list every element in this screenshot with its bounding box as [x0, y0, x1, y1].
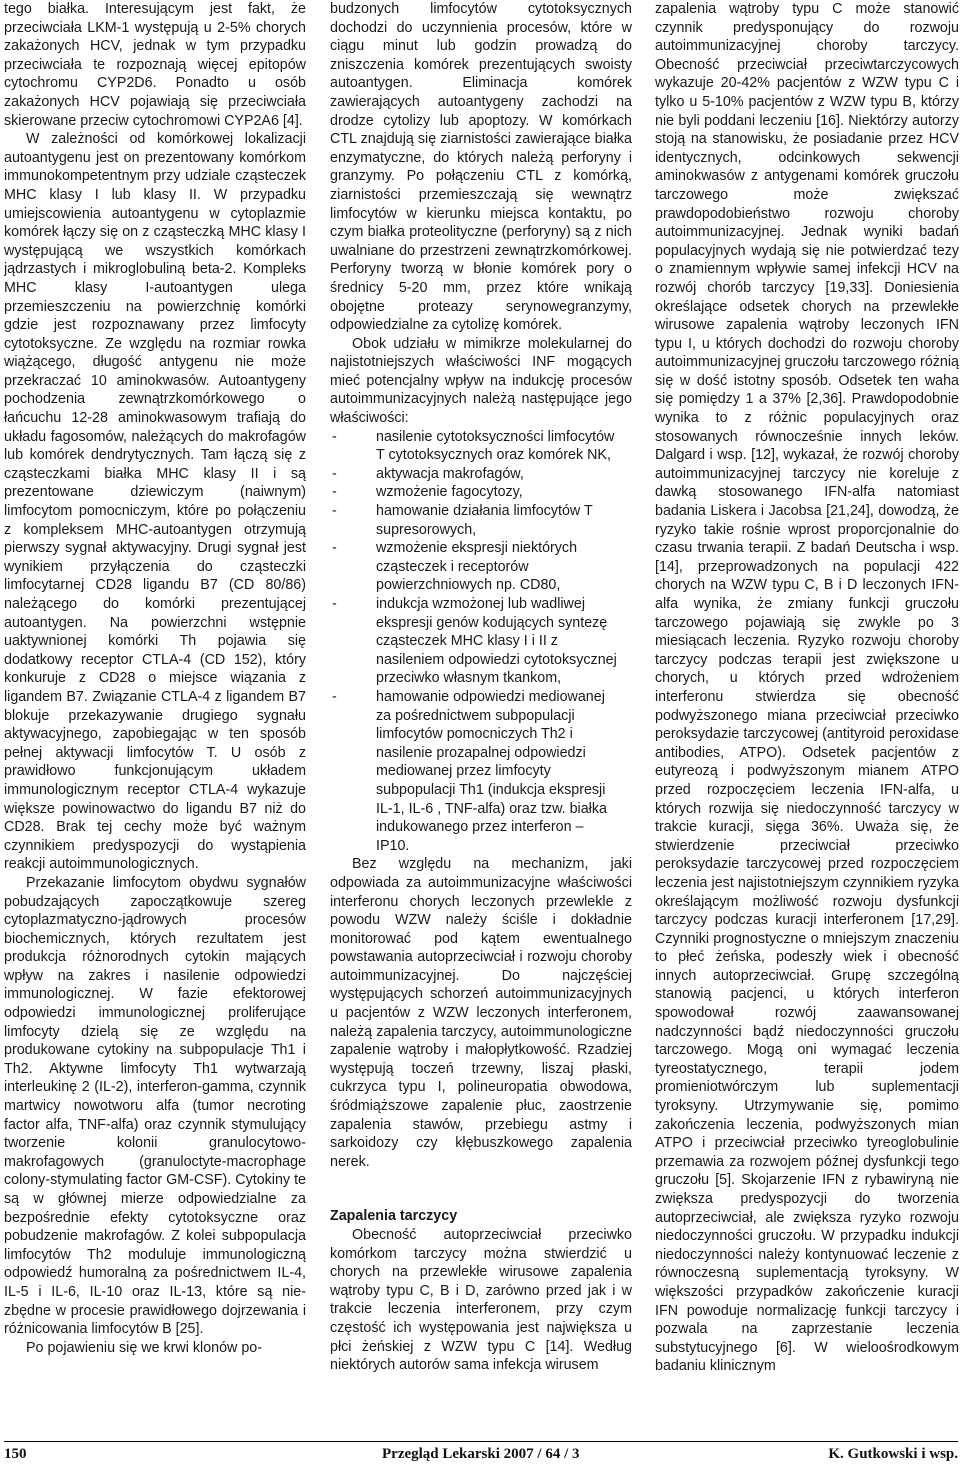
- list-item: - wzmożenie ekspresji niektórych cząsteczek i receptorów powierzchniowych np. CD80,: [330, 539, 632, 595]
- paragraph: tego białka. Interesującym jest fakt, że przeciwciała LKM-1 występują u 2-5% chorych zakażonych HCV, jednak w tym przypadku przeciwciała te rozpoznają więcej epitopów cytochromu CYP2D6. Ponadto u osób zakażonych HCV pojawiają się przeciwciała skierowane przeciw cytochromowi CYP2A6 [4].: [4, 1, 306, 129]
- section-heading: Zapalenia tarczycy: [330, 1208, 458, 1225]
- paragraph: Obecność autoprzeciwciał przeciwko komórkom tarczycy można stwierdzić u chorych na przewlekłe wirusowe zapalenia wątroby typu C, B i D, zarówno przed jak i w trakcie leczenia interferonem, przy czym częstość ich występowania jest największa u płci żeńskiej z WZW typu C [14]. Według niektórych autorów sama infekcja wirusem: [330, 1227, 632, 1374]
- paragraph: Przekazanie limfocytom obydwu sygnałów pobudzających zapoczątkowuje szereg cytoplazmatyczno-jądrowych procesów biochemicznych, których rezultatem jest produkcja różnorodnych cytokin mających wpływ na zakres i nasilenie odpowiedzi immunologicznej. W fazie efektorowej odpowiedzi immunologicznej proliferujące limfocyty dzielą się ze względu na produkowane cytokiny na subpopulacje Th1 i Th2. Aktywne limfocyty Th1 wytwarzają interleukinę 2 (IL-2), interferon-gamma, czynnik martwicy nowotworu alfa (tumor necroting factor alfa, TNF-alfa) oraz czynnik stymulujący tworzenie kolonii granulocytowo-makrofagowych (granuloctyte-macrophage colony-stymulating factor GM-CSF). Cytokiny te są w głównej mierze odpowiedzialne za bezpośrednie efekty cytotoksyczne oraz pobudzenie makrofagów. Z kolei subpopulacja limfocytów Th2 moduluje immunologiczną odpowiedź humoralną za pośrednictwem IL-4, IL-5 i IL-6, IL-10 oraz IL-13, które są nie-zbędne w procesie prawidłowego dojrzewania i różnicowania limfocytów B [25].: [4, 874, 306, 1338]
- page-number: 150: [4, 1446, 27, 1462]
- column-middle: [330, 0, 632, 1432]
- paragraph: Po pojawieniu się we krwi klonów po-: [26, 1339, 263, 1356]
- list-item: - hamowanie działania limfocytów T supresorowych,: [330, 502, 632, 539]
- paragraph: budzonych limfocytów cytotoksycznych dochodzi do uczynnienia procesów, które w ciągu minut lub godzin prowadzą do zniszczenia komórek prezentujących swoisty autoantygen. Eliminacja komórek zawierających autoantygeny zachodzi na drodze cytolizy lub apoptozy. W komórkach CTL znajdują się ziarnistości zawierające białka enzymatyczne, do których należą perforyny i granzymy. Po połączeniu CTL z komórką, ziarnistości przemieszczają się wewnątrz limfocytów w kierunku miejsca kontaktu, po czym białka proteolityczne (perforyny) są z nich uwalniane do przestrzeni zewnątrzkomórkowej. Perforyny tworzą w błonie komórek pory o średnicy 5-20 mm, przez które wnikają obojętne proteazy serynowegranzymy, odpowiedzialne za cytolizę komórek.: [330, 1, 632, 334]
- list-item: - hamowanie odpowiedzi mediowanej za pośrednictwem subpopulacji limfocytów pomocniczych Th2 i nasilenie prozapalnej odpowiedzi mediowanej przez limfocyty subpopulacji Th1 (indukcja ekspresji IL-1, IL-6 , TNF-alfa) oraz tzw. białka indukowanego przez interferon – IP10.: [330, 688, 632, 855]
- paragraph: zapalenia wątroby typu C może stanowić czynnik predysponujący do rozwoju autoimmunizacyjnej choroby tarczycy. Obecność przeciwciał przeciwtarczycowych wykazuje 20-42% pacjentów z WZW typu C i tylko u 5-10% pacjentów z WZW typu B, którzy nie byli poddani leczeniu [16]. Niektórzy autorzy stoją na stanowisku, że posiadanie przez HCV identycznych, odcinkowych sekwencji aminokwasów z antygenami komórek gruczołu tarczowego może zwiększać prawdopodobieństwo rozwoju choroby autoimmunizacyjnej. Jednak wyniki badań populacyjnych wydają się nie potwierdzać tezy o znamiennym wpływie samej infekcji HCV na rozwój chorób tarczycy [19,33]. Doniesienia określające odsetek chorych na przewlekłe wirusowe zapalenia wątroby leczonych IFN typu I, u których dochodzi do rozwoju choroby autoimmunizacyjnej gruczołu tarczowego różnią się w dość istotny sposób. Odsetek ten waha się pomiędzy 1 a 37% [2,36]. Prawdopodobnie wynika to z różnic populacyjnych oraz stosowanych równocześnie innych leków. Dalgard i wsp. [12], wykazał, że rozwój choroby autoimmunizacyjnej tarczycy nie koreluje z dawką stosowanego IFN-alfa natomiast badania Liskera i Jacobsa [21,24], dowodzą, że ryzyko takie rośnie wprost proporcjonalnie do czasu trwania terapii. Z badań Deutscha i wsp. [14], przeprowadzonych na populacji 422 chorych na WZW typu C, B i D leczonych IFN-alfa wynika, że zmiany funkcji gruczołu tarczowego pojawiają się zwykle po 3 miesiącach leczenia. Ryzyko rozwoju choroby tarczycy podczas terapii jest zwiększone u chorych, u których przed wdrożeniem interferonu stwierdza się obecność podwyższonego miana przeciwciał przeciwko peroksydazie tarczycowej (antityroid peroxidase antibodies, ATPO). Odsetek pacjentów z eutyreozą i podwyższonym mianem ATPO przed rozpoczęciem leczenia IFN-alfa, u których rozwija się niedoczynność tarczycy w trakcie kuracji, sięga 36%. Uważa się, że stwierdzenie przeciwciał przeciwko peroksydazie tarczycowej przed rozpoczęciem leczenia jest najistotniejszym czynnikiem ryzyka określającym możliwość rozwoju dysfunkcji tarczycy podczas kuracji interferonem [17,29]. Czynniki prognostyczne o mniejszym znaczeniu to płeć żeńska, podeszły wiek i obecność innych autoprzeciwciał. Grupę szczególną stanowią pacjenci, u których interferon spowodował rozwój zaawansowanej nadczynności bądź niedoczynności gruczołu tarczowego. Mogą oni wymagać leczenia tyreostatycznego, terapii jodem promieniotwórczym lub suplementacji tyroksyny. Utrzymywanie się, pomimo zakończenia leczenia, podwyższonych mian ATPO i przeciwciał przeciwko tyreoglobulinie przemawia za rozwojem późnej dysfunkcji tego gruczołu [5]. Skojarzenie IFN z rybawiryną nie zwiększa predyspozycji do tworzenia autoprzeciwciał, ale zwiększa ryzyko rozwoju niedoczynności gruczołu. W przypadku indukcji niedoczynności należy kontynuować leczenie z równoczesną suplementacją tyroksyny. W większości przypadków zakończenie kuracji IFN powoduje normalizację funkcji tarczycy i pozwala na zaprzestanie leczenia substytucyjnego [6]. W wieloośrodkowym badaniu klinicznym: [655, 1, 959, 1375]
- running-author: K. Gutkowski i wsp.: [828, 1446, 958, 1462]
- footer-rule: [4, 1441, 958, 1442]
- paragraph: Bez względu na mechanizm, jaki odpowiada za autoimmunizacyjne właściwości interferonu chorych leczonych przewlekle z powodu WZW należy ściśle i dokładnie monitorować pod kątem ewentualnego powstawania autoprzeciwciał i rozwoju choroby autoimmunizacyjnej. Do najczęściej występujących schorzeń autoimmunizacyjnych u pacjentów z WZW leczonych interferonem, należą zapalenia tarczycy, autoimmunologiczne zapalenie wątroby i małopłytkowość. Rzadziej występują toczeń trzewny, liszaj płaski, cukrzyca typu I, polineuropatia obwodowa, śródmiąższowe zapalenie płuc, zaostrzenie zapalenia stawów, przebiegu astmy i sarkoidozy czy kłębuszkowego zapalenia nerek.: [330, 856, 632, 1170]
- article-body: [4, 0, 958, 1432]
- list-item: - indukcja wzmożonej lub wadliwej ekspresji genów kodujących syntezę cząsteczek MHC klasy I i II z nasileniem odpowiedzi cytotoksycznej przeciwko własnym tkankom,: [330, 595, 632, 688]
- paragraph: W zależności od komórkowej lokalizacji autoantygenu jest on prezentowany komórkom immunokompetentnym przy udziale cząsteczek MHC klasy I lub klasy II. W przypadku umiejscowienia autoantygenu w cytoplazmie komórek łączy się on z cząsteczką MHC klasy I występującą we wszystkich komórkach jądrzastych i mikroglobuliną beta-2. Kompleks MHC klasy I-autoantygen ulega przemieszczeniu na powierzchnię komórki gdzie jest rozpoznawany przez limfocyty cytotoksyczne. Ze względu na rozmiar rowka wiążącego, długość antygenu nie może przekraczać 10 aminokwasów. Autoantygeny pochodzenia zewnątrzkomórkowego o łańcuchu 12-28 aminokwasowym trafiają do układu fagosomów, należących do makrofagów lub komórek dendrytycznych. Tam łączą się z cząsteczkami białka MHC klasy II i są prezentowane dziewiczym (naiwnym) limfocytom pomocniczym, które po połączeniu z kompleksem MHC-autoantygen otrzymują pierwszy sygnał aktywacyjny. Drugi sygnał jest wynikiem przyłączenia do cząsteczki limfocytarnej CD28 ligandu B7 (CD 80/86) należącego do komórki prezentującej autoantygen. Na powierzchni wstępnie uaktywnionej komórki Th pojawia się dodatkowy receptor CTLA-4 (CD 152), który konkuruje z CD28 o miejsce wiązania z ligandem B7. Związanie CTLA-4 z ligandem B7 blokuje przekazywanie drugiego sygnału aktywacyjnego, zapobiegając w ten sposób pełnej aktywacji limfocytów T. U osób z prawidłowo funkcjonującym układem immunologicznym receptor CTLA-4 wykazuje większe powinowactwo do ligandu B7 niż do CD28. Brak tej cechy może być ważnym czynnikiem predyspozycji do wystąpienia reakcji autoimmunologicznych.: [4, 131, 306, 873]
- page-footer: [4, 1446, 958, 1466]
- list-item: - wzmożenie fagocytozy,: [330, 483, 632, 502]
- list-item: - aktywacja makrofagów,: [330, 465, 632, 484]
- ifn-properties-list: [330, 428, 632, 856]
- column-right: [655, 0, 959, 1432]
- paragraph: Obok udziału w mimikrze molekularnej do najistotniejszych właściwości INF mogących mieć potencjalny wpływ na indukcję procesów autoimmunizacyjnych należą następujące jego właściwości:: [330, 335, 632, 427]
- journal-citation: Przegląd Lekarski 2007 / 64 / 3: [382, 1446, 580, 1462]
- column-left: [4, 0, 306, 1432]
- list-item: - nasilenie cytotoksyczności limfocytów T cytotoksycznych oraz komórek NK,: [330, 428, 632, 465]
